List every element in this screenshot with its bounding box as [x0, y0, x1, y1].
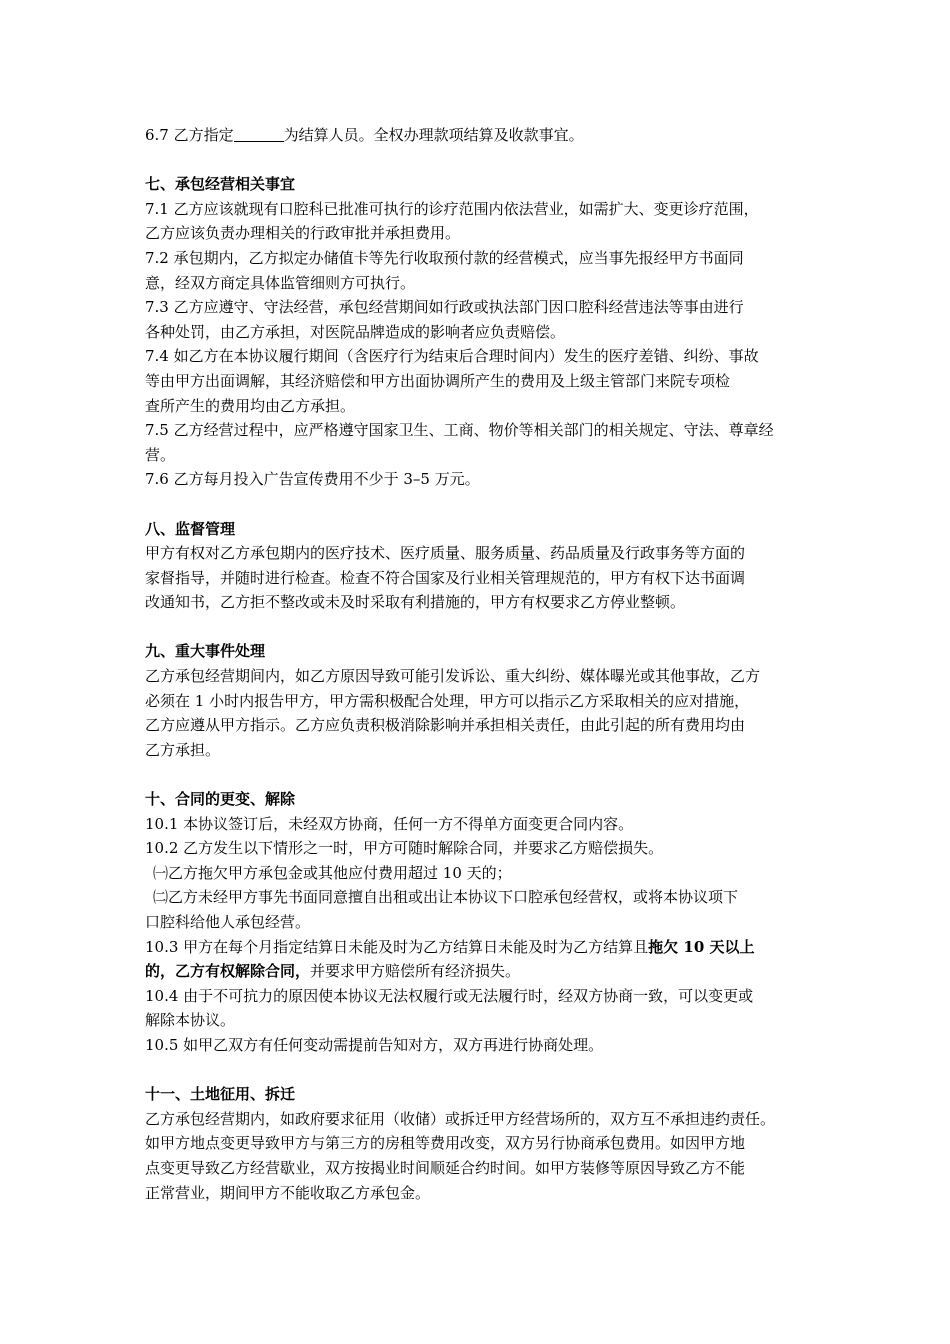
section-7-line: 意，经双方商定具体监管细则方可执行。	[145, 273, 416, 292]
section-11-line: 如甲方地点变更导致甲方与第三方的房租等费用改变，双方另行协商承包费用。如因甲方地	[145, 1134, 746, 1153]
section-8-line: 甲方有权对乙方承包期内的医疗技术、医疗质量、服务质量、药品质量及行政事务等方面的	[145, 544, 746, 563]
clause-10-2-item-2-cont: 口腔科给他人承包经营。	[145, 913, 311, 931]
bold-emphasis: 的，乙方有权解除合同，	[145, 962, 311, 981]
section-7-line: 7.1 乙方应该就现有口腔科已批准可执行的诊疗范围内依法营业，如需扩大、变更诊疗范围，	[145, 199, 759, 218]
section-8-heading: 八、监督管理	[145, 519, 236, 538]
section-7-line: 7.6 乙方每月投入广告宣传费用不少于 3–5 万元。	[145, 470, 480, 489]
clause-10-4: 10.4 由于不可抗力的原因使本协议无法权履行或无法履行时，经双方协商一致，可以变更或	[145, 986, 754, 1005]
section-7-line: 7.5 乙方经营过程中，应严格遵守国家卫生、工商、物价等相关部门的相关规定、守法、尊章经	[145, 421, 774, 440]
section-8-line: 家督指导，并随时进行检查。检查不符合国家及行业相关管理规范的，甲方有权下达书面调	[145, 568, 746, 587]
clause-10-3-cont: 的，乙方有权解除合同，并要求甲方赔偿所有经济损失。	[145, 962, 521, 981]
section-7-line: 各种处罚，由乙方承担，对医院品牌造成的影响者应负责赔偿。	[145, 322, 566, 341]
clause-10-4-cont: 解除本协议。	[145, 1011, 236, 1030]
section-9-line: 乙方承担。	[145, 740, 221, 759]
section-7-line: 查所产生的费用均由乙方承担。	[145, 396, 356, 415]
section-7-line: 7.2 承包期内，乙方拟定办储值卡等先行收取预付款的经营模式，应当事先报经甲方书面同	[145, 248, 744, 267]
contract-body	[145, 123, 813, 1205]
section-7-line: 营。	[145, 445, 176, 464]
section-7-line: 7.3 乙方应遵守、守法经营，承包经营期间如行政或执法部门因口腔科经营违法等事由进行	[145, 298, 744, 317]
clause-6-7: 6.7 乙方指定 为结算人员。全权办理款项结算及收款事宜。	[145, 126, 584, 144]
clause-10-2-item-1: ㈠乙方拖欠甲方承包金或其他应付费用超过 10 天的；	[153, 863, 512, 882]
section-9-line: 必须在 1 小时内报告甲方，甲方需积极配合处理，甲方可以指示乙方采取相关的应对措施，	[145, 691, 750, 710]
section-8-line: 改通知书，乙方拒不整改或未及时采取有利措施的，甲方有权要求乙方停业整顿。	[145, 593, 686, 612]
section-10-heading: 十、合同的更变、解除	[145, 790, 296, 809]
section-7-line: 等由甲方出面调解，其经济赔偿和甲方出面协调所产生的费用及上级主管部门来院专项检	[145, 371, 731, 390]
clause-10-1: 10.1 本协议签订后，未经双方协商，任何一方不得单方面变更合同内容。	[145, 814, 634, 833]
section-7-heading: 七、承包经营相关事宜	[145, 175, 296, 194]
section-11-line: 乙方承包经营期内，如政府要求征用（收储）或拆迁甲方经营场所的，双方互不承担违约责任。	[145, 1109, 776, 1128]
section-9-line: 乙方承包经营期间内，如乙方原因导致可能引发诉讼、重大纠纷、媒体曝光或其他事故，乙方	[145, 667, 761, 686]
section-9-line: 乙方应遵从甲方指示。乙方应负责积极消除影响并承担相关责任，由此引起的所有费用均由	[145, 716, 746, 735]
blank-line	[234, 127, 284, 142]
clause-10-2-item-2: ㈡乙方未经甲方事先书面同意擅自出租或出让本协议下口腔承包经营权，或将本协议项下	[153, 888, 739, 907]
clause-10-3: 10.3 甲方在每个月指定结算日未能及时为乙方结算日未能及时为乙方结算且拖欠 10 天以上	[145, 937, 755, 956]
section-7-line: 7.4 如乙方在本协议履行期间（含医疗行为结束后合理时间内）发生的医疗差错、纠纷、事故	[145, 347, 759, 366]
section-11-line: 正常营业，期间甲方不能收取乙方承包金。	[145, 1183, 431, 1202]
clause-10-5: 10.5 如甲乙双方有任何变动需提前告知对方，双方再进行协商处理。	[145, 1035, 604, 1054]
section-9-heading: 九、重大事件处理	[145, 642, 266, 661]
section-11-line: 点变更导致乙方经营歇业，双方按揭业时间顺延合约时间。如甲方装修等原因导致乙方不能	[145, 1158, 746, 1177]
bold-emphasis: 拖欠 10 天以上	[648, 937, 755, 956]
section-11-heading: 十一、土地征用、拆迁	[145, 1085, 296, 1104]
section-7-line: 乙方应该负责办理相关的行政审批并承担费用。	[145, 224, 461, 243]
clause-10-2: 10.2 乙方发生以下情形之一时，甲方可随时解除合同，并要求乙方赔偿损失。	[145, 839, 664, 858]
